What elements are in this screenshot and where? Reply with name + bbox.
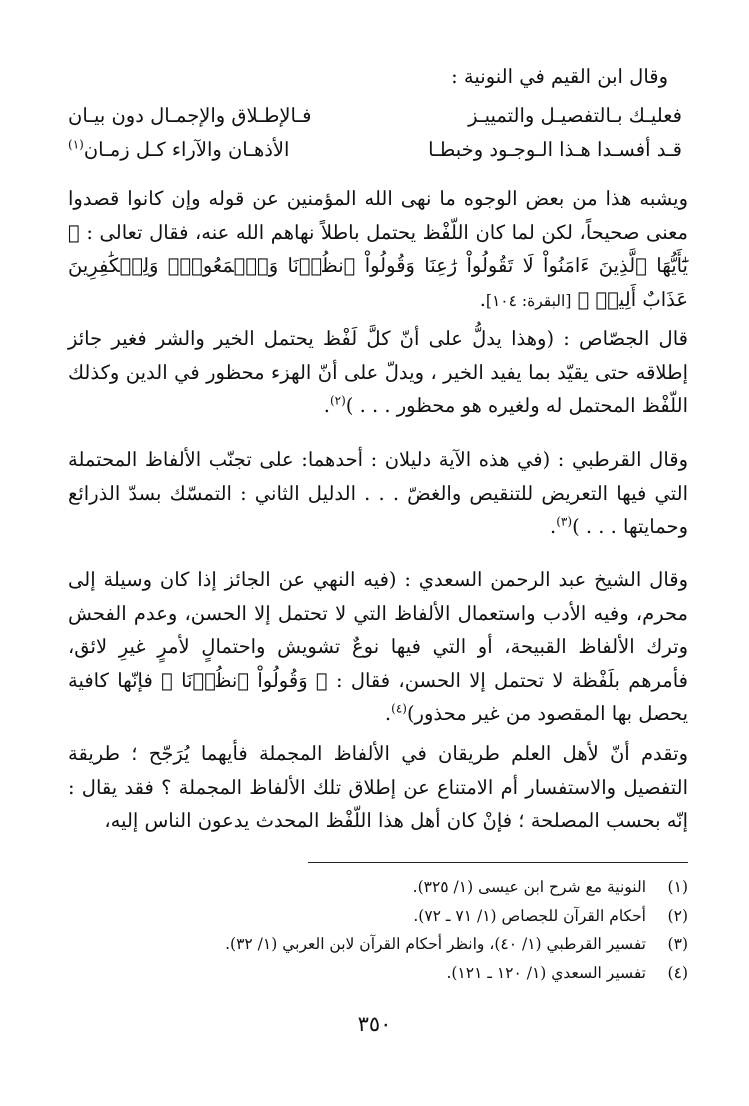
poem-verse-2 [68, 134, 682, 166]
footnote [68, 930, 688, 959]
quran-verse-short: ﴿ وَقُولُواْ ٱنظُرۡنَا ﴾ [161, 668, 328, 692]
footnote-ref-2: (٢) [329, 393, 346, 408]
footnote-number: (٣) [667, 935, 688, 953]
verse-1-second-hemistich: فـالإطـلاق والإجمـال دون بيـان [68, 104, 312, 127]
paragraph-4-text-end: فإنّها كافية يحصل بها المقصود من غير محذور) [68, 668, 688, 725]
footnote [68, 959, 688, 988]
footnote-number: (١) [667, 878, 688, 896]
footnote-text: تفسير القرطبي (١/ ٤٠)، وانظر أحكام القرآن لابن العربي (١/ ٣٢). [225, 935, 646, 953]
poem-verse-1 [68, 100, 682, 132]
footnote [68, 902, 688, 931]
paragraph-5: وتقدم أنّ لأهل العلم طريقان في الألفاظ المجملة فأيهما يُرَجّح ؛ طريقة التفصيل والاستفسار أم الامتناع عن إطلاق تلك الألفاظ المجملة ؟ فقد يقال : إنّه بحسب المصلحة ؛ فإنْ كان أهل هذا اللّفْظ المحدث يدعون الناس إليه، [68, 742, 688, 832]
footnote-text: النونية مع شرح ابن عيسى (١/ ٣٢٥). [412, 878, 646, 896]
footnote-number: (٤) [667, 963, 688, 982]
footnote [68, 873, 688, 902]
paragraph-1: ويشبه هذا من بعض الوجوه ما نهى الله المؤمنين عن قوله وإن كانوا قصدوا معنى صحيحاً، لكن لما كان اللّفْظ يحتمل باطلاً نهاهم الله عنه، فقال تعالى : ﴿ يَٰٓأَيُّهَا ٱلَّذِينَ ءَامَنُواْ لَا تَقُولُواْ رَٰعِنَا وَقُولُواْ ٱنظُرۡنَا وَٱسۡمَعُواْۗ وَلِلۡكَٰفِرِينَ عَذَابٌ أَلِيمٞ ﴾ [البقرة: ١٠٤]. [68, 187, 689, 311]
footnote-divider [308, 862, 688, 863]
footnotes [68, 873, 688, 987]
paragraph-4: وقال الشيخ عبد الرحمن السعدي : (فيه النهي عن الجائز إذا كان وسيلة إلى محرم، وفيه الأدب واستعمال الألفاظ التي لا تحتمل إلا الحسن، وعدم الفحش وترك الألفاظ القبيحة، أو التي فيها نوعٌ تشويش واحتمالٍ لأمرٍ غيرِ لائق، فأمرهم بلَفْظة لا تحتمل إلا الحسن، فقال : ﴿ وَقُولُواْ ٱنظُرۡنَا ﴾ فإنّها كافية يحصل بها المقصود من غير محذور)$^{(٤)}$. [68, 568, 688, 725]
quran-reference: [البقرة: ١٠٤] [485, 291, 572, 310]
verse-2-first-hemistich: قـد أفسـدا هـذا الـوجـود وخبطـا [428, 138, 682, 161]
paragraph-4-text: وقال الشيخ عبد الرحمن السعدي : (فيه النهي عن الجائز إذا كان وسيلة إلى محرم، وفيه الأدب واستعمال الألفاظ التي لا تحتمل إلا الحسن، وعدم الفحش وترك الألفاظ القبيحة، أو التي فيها نوعٌ تشويش واحتمالٍ لأمرٍ غيرِ لائق، فأمرهم بلَفْظة لا تحتمل إلا الحسن، فقال : [68, 568, 688, 692]
verse-1-first-hemistich: فعليـك بـالتفصيـل والتمييـز [468, 104, 682, 127]
paragraph-1-text: ويشبه هذا من بعض الوجوه ما نهى الله المؤمنين عن قوله وإن كانوا قصدوا معنى صحيحاً، لكن لما كان اللّفْظ يحتمل باطلاً نهاهم الله عنه، فقال تعالى : [68, 187, 689, 244]
paragraph-3-text: وقال القرطبي : (في هذه الآية دليلان : أحدهما: على تجنّب الألفاظ المحتملة التي فيها التعريض للتنقيص والغضّ . . . الدليل الثاني : التمسّك بسدّ الذرائع وحمايتها . . . ) [68, 448, 688, 538]
footnote-ref-4: (٤) [391, 701, 407, 716]
footnote-text: تفسير السعدي (١/ ١٢٠ ـ ١٢١). [446, 963, 646, 982]
footnote-text: أحكام القرآن للجصاص (١/ ٧١ ـ ٧٢). [413, 906, 646, 925]
intro-line: وقال ابن القيم في النونية : [451, 65, 668, 88]
paragraph-2: قال الجصّاص : (وهذا يدلُّ على أنّ كلَّ لَفْظ يحتمل الخير والشر فغير جائز إطلاقه حتى يقيّد بما يفيد الخير ، ويدلّ على أنّ الهزء محظور في الدين وكذلك اللّفْظ المحتمل له ولغيره هو محظور . . . )$^{(٢)}$. [68, 327, 688, 417]
footnote-number: (٢) [667, 906, 688, 925]
paragraph-3: وقال القرطبي : (في هذه الآية دليلان : أحدهما: على تجنّب الألفاظ المحتملة التي فيها التعريض للتنقيص والغضّ . . . الدليل الثاني : التمسّك بسدّ الذرائع وحمايتها . . . )$^{(٣)}$. [68, 448, 688, 538]
paragraph-2-text: قال الجصّاص : (وهذا يدلُّ على أنّ كلَّ لَفْظ يحتمل الخير والشر فغير جائز إطلاقه حتى يقيّد بما يفيد الخير ، ويدلّ على أنّ الهزء محظور في الدين وكذلك اللّفْظ المحتمل له ولغيره هو محظور . . . ) [68, 327, 688, 417]
footnote-ref-3: (٣) [556, 514, 573, 529]
footnote-ref-1: (١) [68, 137, 84, 152]
quran-verse: ﴿ يَٰٓأَيُّهَا ٱلَّذِينَ ءَامَنُواْ لَا تَقُولُواْ رَٰعِنَا وَقُولُواْ ٱنظُرۡنَا وَٱسۡمَعُواْۗ وَلِلۡكَٰفِرِينَ عَذَابٌ أَلِيمٞ ﴾ [68, 220, 688, 311]
verse-2-second-hemistich: الأذهـان والآراء كـل زمـان$^{(١)}$ [68, 137, 290, 161]
page-number: ٣٥٠ [357, 1012, 392, 1036]
